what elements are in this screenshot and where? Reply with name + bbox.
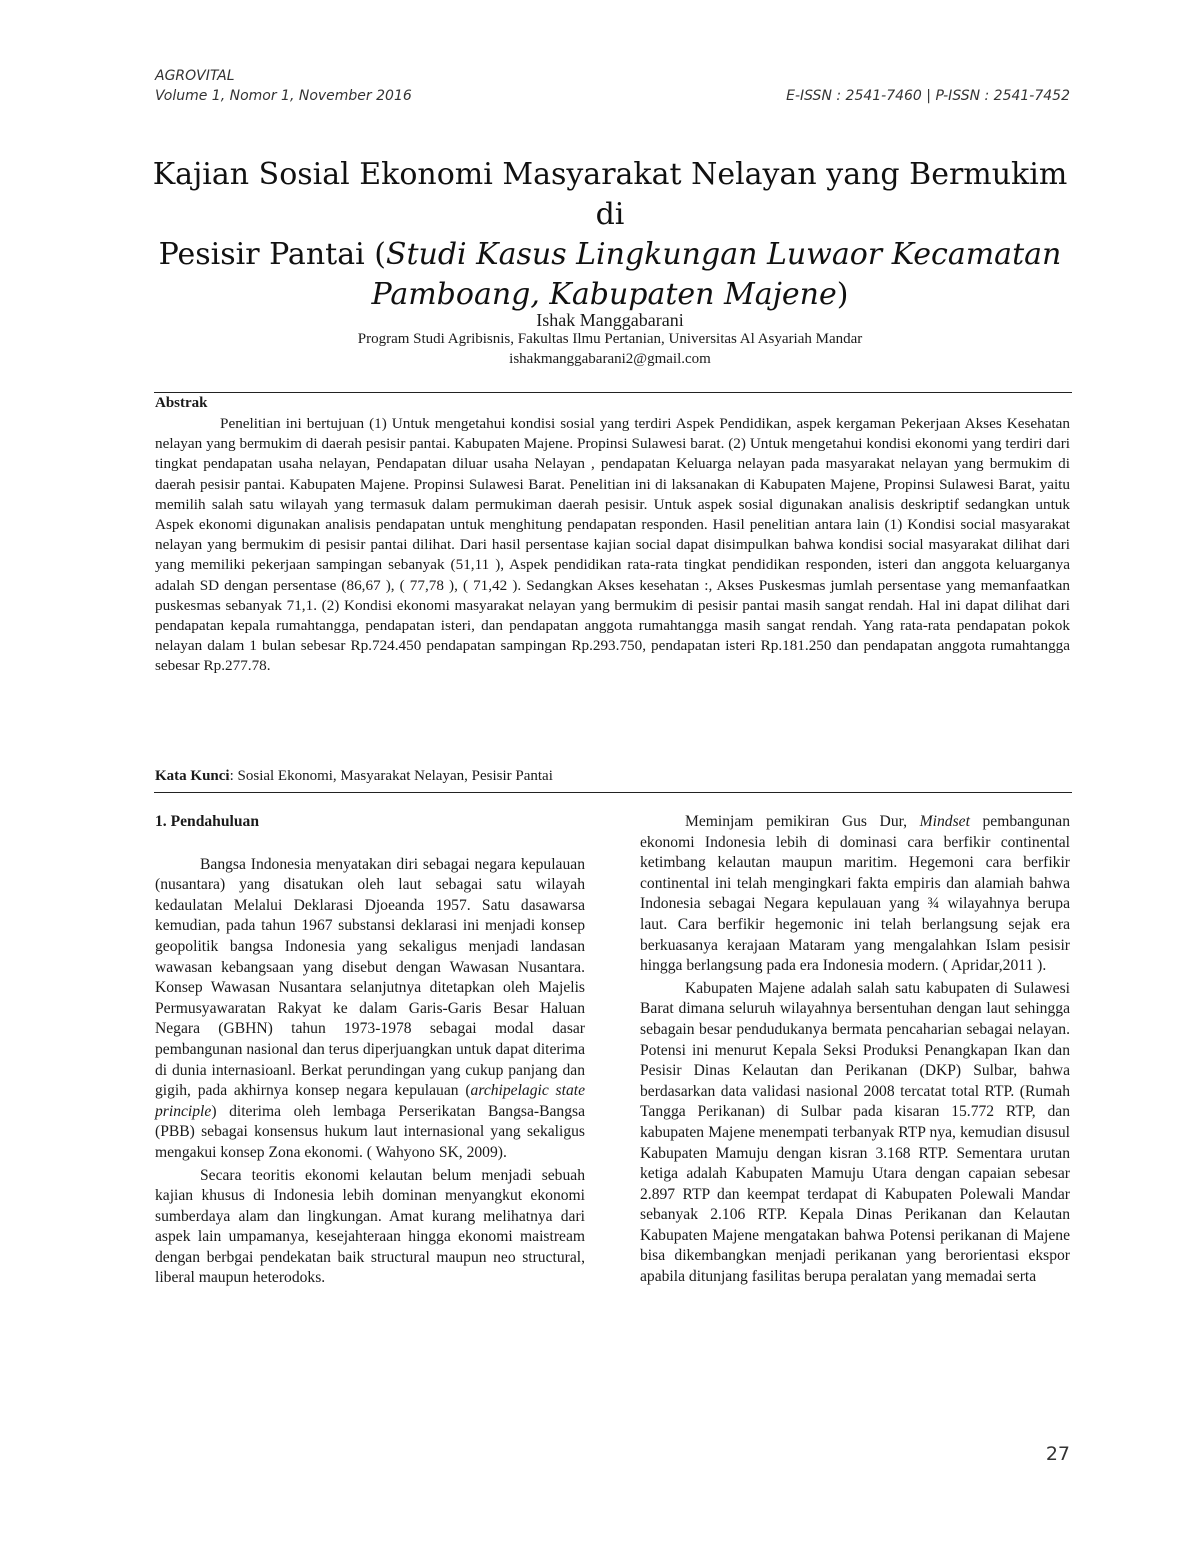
- left-p1-text-b: ) diterima oleh lembaga Perserikatan Bangsa-Bangsa (PBB) sebagai konsensus hukum laut internasional yang sekaligus mengakui konsep Zona ekonomi. ( Wahyono SK, 2009).: [155, 1102, 585, 1161]
- keywords-rule: [154, 792, 1072, 793]
- page-number: 27: [1045, 1443, 1070, 1465]
- journal-issn: E-ISSN : 2541-7460 | P-ISSN : 2541-7452: [786, 88, 1070, 104]
- right-p1-text-b: pembangunan ekonomi Indonesia lebih di dominasi cara berfikir continental ketimbang kelautan maupun maritim. Hegemoni cara berfikir continental ini telah mengingkari fakta empiris dan alamiah bahwa Indonesia sebagai Negara kepulauan yang ¾ wilayahnya berupa laut. Cara berfikir hegemonic ini telah berlangsung sejak era berkuasanya kerajaan Mataram yang mengalahkan Islam pesisir hingga berlangsung pada era Indonesia modern. ( Apridar,2011 ).: [640, 813, 1070, 975]
- right-p1-italic: Mindset: [919, 813, 970, 830]
- title-line-3-italic: Pamboang, Kabupaten Majene: [371, 277, 837, 312]
- keywords: [155, 768, 1070, 785]
- abstract-top-rule: [154, 392, 1072, 393]
- journal-volume: Volume 1, Nomor 1, November 2016: [155, 88, 412, 104]
- title-line-1: Kajian Sosial Ekonomi Masyarakat Nelayan yang Bermukim di: [152, 157, 1068, 232]
- title-line-3: [150, 275, 1070, 315]
- abstract-heading: Abstrak: [155, 395, 208, 411]
- author-email: ishakmanggabarani2@gmail.com: [509, 351, 711, 367]
- left-p1-text-a: Bangsa Indonesia menyatakan diri sebagai negara kepulauan (nusantara) yang disatukan oleh laut sebagai satu wilayah kedaulatan Melalui Deklarasi Djoeanda 1957. Satu dasawarsa kemudian, pada tahun 1967 substansi deklarasi ini menjadi konsep geopolitik bangsa Indonesia yang sekaligus menjadi landasan wawasan kebangsaan yang disebut dengan Wawasan Nusantara. Konsep Wawasan Nusantara selanjutnya ditetapkan oleh Majelis Permusyawaratan Rakyat ke dalam Garis-Garis Besar Haluan Negara (GBHN) tahun 1973-1978 sebagai modal dasar pembangunan nasional dan terus diperjuangkan untuk dapat diterima di dunia internasioanl. Berkat perundingan yang cukup panjang dan gigih, pada akhirnya konsep negara kepulauan (: [155, 855, 586, 1100]
- title-line-2-prefix: Pesisir Pantai (: [158, 237, 386, 272]
- title-line-2-italic: Studi Kasus Lingkungan Luwaor Kecamatan: [385, 237, 1062, 272]
- right-paragraph-2: Kabupaten Majene adalah salah satu kabupaten di Sulawesi Barat dimana seluruh wilayahnya bersentuhan dengan laut sehingga sebagain besar pendudukanya bermata pencaharian sebagai nelayan. Potensi ini menurut Kepala Seksi Produksi Penangkapan Ikan dan Pesisir Dinas Kelautan dan Perikanan (DKP) Sulbar, bahwa berdasarkan data validasi nasional 2008 tercatat total RTP. (Rumah Tangga Perikanan) di Sulbar pada kisaran 15.772 RTP, dan kabupaten Majene menempati terbanyak RTP nya, kemudian disusul Kabupaten Mamuju dengan kisran 3.168 RTP. Sementara urutan ketiga adalah Kabupaten Mamuju Utara dengan capaian sebesar 2.897 RTP dan keempat terdapat di Kabupaten Polewali Mandar sebanyak 2.106 RTP. Kepala Dinas Perikanan dan Kelautan Kabupaten Majene mengatakan bahwa Potensi perikanan di Majene bisa dikembangkan menjadi perikanan yang berorientasi ekspor apabila ditunjang fasilitas berupa peralatan yang memadai serta: [640, 979, 1070, 1286]
- right-paragraph-1: [640, 812, 1070, 977]
- keywords-text: : Sosial Ekonomi, Masyarakat Nelayan, Pesisir Pantai: [229, 768, 553, 784]
- keywords-label: Kata Kunci: [155, 768, 230, 784]
- right-column: [640, 812, 1070, 1288]
- left-p1-italic: archipelagic state principle: [155, 1082, 585, 1120]
- paper-title: [150, 155, 1070, 315]
- title-line-3-suffix: ): [836, 277, 849, 312]
- abstract-text: Penelitian ini bertujuan (1) Untuk mengetahui kondisi sosial yang terdiri Aspek Pendidikan, aspek kergaman Pekerjaan Akses Kesehatan nelayan yang bermukim di daerah pesisir pantai. Kabupaten Majene. Propinsi Sulawesi barat. (2) Untuk mengetahui kondisi ekonomi yang terdiri dari tingkat pendapatan usaha nelayan, Pendapatan diluar usaha Nelayan , pendapatan Keluarga nelayan pada masyarakat nelayan yang bermukim di daerah pesisir pantai. Kabupaten Majene. Propinsi Sulawesi Barat. Penelitian ini di laksanakan di Kabupaten Majene, Propinsi Sulawesi Barat, yaitu memilih salah satu wilayah yang termasuk dalam permukiman daerah pesisir. Untuk aspek sosial digunakan analisis deskriptif sedangkan untuk Aspek ekonomi digunakan analisis pendapatan untuk menghitung pendapatan responden. Hasil penelitian antara lain (1) Kondisi social masyarakat nelayan yang bermukim di pesisir pantai dilihat. Dari hasil persentase kajian social dapat disimpulkan bahwa kondisi social masyarakat dilihat dari yang memiliki pekerjaan sampingan sebanyak (51,11 ), Aspek pendidikan rata-rata tingkat pendidikan responden, isteri dan anggota keluarganya adalah SD dengan persentase (86,67 ), ( 77,78 ), ( 71,42 ). Sedangkan Akses kesehatan :, Akses Puskesmas jumlah persentase yang memanfaatkan puskesmas sebanyak 71,1. (2) Kondisi ekonomi masyarakat nelayan yang bermukim di pesisir pantai masih sangat rendah. Hal ini dapat dilihat dari pendapatan kepala rumahtangga, pendapatan isteri, dan pendapatan anggota rumahtangga masih sangat rendah. Yang rata-rata pendapatan pokok nelayan dalam 1 bulan sebesar Rp.724.450 pendapatan sampingan Rp.293.750, pendapatan isteri Rp.181.250 dan pendapatan anggota rumahtangga sebesar Rp.277.78.: [155, 415, 1070, 675]
- author-affiliation: Program Studi Agribisnis, Fakultas Ilmu Pertanian, Universitas Al Asyariah Mandar: [357, 331, 863, 347]
- title-line-2: [150, 235, 1070, 275]
- journal-name: AGROVITAL: [155, 68, 235, 84]
- left-paragraph-2: Secara teoritis ekonomi kelautan belum menjadi sebuah kajian khusus di Indonesia lebih dominan menyangkut ekonomi sumberdaya alam dan lingkungan. Amat kurang melihatnya dari aspek lain umpamanya, kesejahteraan hingga ekonomi maistream dengan berbgai pendekatan baik structural maupun neo structural, liberal maupun heterodoks.: [155, 1166, 585, 1287]
- right-p1-text-a: Meminjam pemikiran Gus Dur,: [685, 813, 920, 830]
- author-name: Ishak Manggabarani: [536, 310, 684, 330]
- left-paragraph-1: [155, 855, 585, 1164]
- left-column: [155, 812, 585, 1289]
- section-heading: 1. Pendahuluan: [155, 813, 260, 830]
